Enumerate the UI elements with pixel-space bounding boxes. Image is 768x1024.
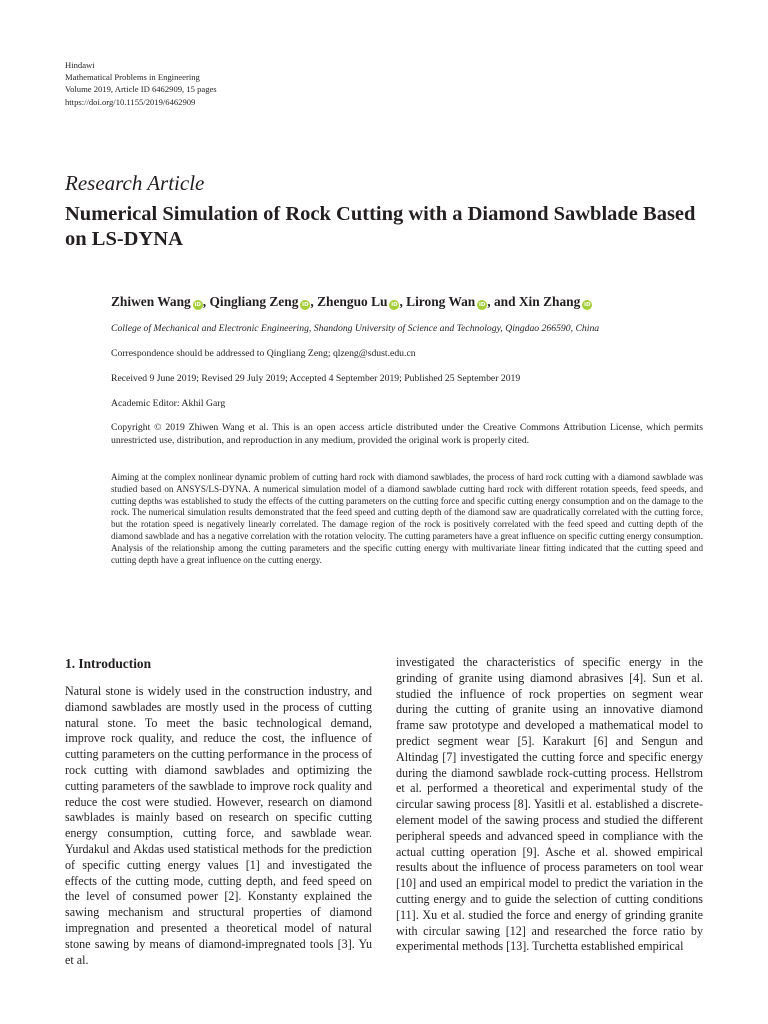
journal-name: Mathematical Problems in Engineering [65, 72, 200, 83]
author-name[interactable]: Zhiwen Wang [111, 294, 191, 309]
publication-dates: Received 9 June 2019; Revised 29 July 2019; Accepted 4 September 2019; Published 25 September 2019 [111, 373, 521, 384]
author-separator: , [202, 294, 210, 309]
body-text-left-column: Natural stone is widely used in the construction industry, and diamond sawblades are mostly used in the process of cutting natural stone. To meet the basic technological demand, improve rock quality, and reduce the cost, the influence of cutting parameters on the cutting performance in the process of rock cutting with diamond sawblades and optimizing the cutting parameters of the sawblade to improve rock quality and reduce the cost were studied. However, research on diamond sawblades is mainly based on research on specific cutting energy consumption, cutting force, and sawblade wear. Yurdakul and Akdas used statistical methods for the prediction of specific cutting energy values [1] and investigated the effects of the cutting mode, cutting depth, and feed speed on the level of consumed power [2]. Konstanty explained the sawing mechanism and structural properties of diamond impregnation and presented a theoretical model of natural stone sawing by means of diamond-impregnated tools [3]. Yu et al. [65, 684, 372, 967]
author-name[interactable]: Qingliang Zeng [209, 294, 299, 309]
author-list [111, 293, 592, 311]
author-separator: , [310, 294, 318, 309]
article-title: Numerical Simulation of Rock Cutting with a Diamond Sawblade Based on LS-DYNA [65, 203, 696, 250]
body-text-right-column: investigated the characteristics of specific energy in the grinding of granite using diamond abrasives [4]. Sun et al. studied the influence of rock properties on segment wear during the cutting of granite using an innovative diamond frame saw prototype and developed a mathematical model to predict segment wear [5]. Karakurt [6] and Sengun and Altindag [7] investigated the cutting force and specific energy during the diamond sawblade rock-cutting process. Hellstrom et al. performed a theoretical and experimental study of the circular sawing process [8]. Yasitli et al. established a discrete-element model of the sawing process and studied the different peripheral speeds and advanced speed in compliance with the actual cutting operation [9]. Asche et al. showed empirical results about the influence of process parameters on tool wear [10] and used an empirical model to predict the variation in the cutting energy and to guide the selection of cutting conditions [11]. Xu et al. studied the force and energy of grinding granite with circular sawing [12] and researched the force ratio by experimental methods [13]. Turchetta established empirical [396, 655, 703, 954]
orcid-icon[interactable]: iD [391, 302, 398, 308]
orcid-icon[interactable]: iD [194, 302, 201, 308]
academic-editor: Academic Editor: Akhil Garg [111, 398, 226, 409]
copyright-notice: Copyright © 2019 Zhiwen Wang et al. This is an open access article distributed under the Creative Commons Attribution License, which permits unrestricted use, distribution, and reproduction in any medium, provided the original work is properly cited. [111, 422, 703, 446]
orcid-icon[interactable]: iD [479, 302, 486, 308]
article-type: Research Article [65, 171, 205, 195]
doi-link[interactable]: https://doi.org/10.1155/2019/6462909 [65, 96, 196, 107]
correspondence-note: Correspondence should be addressed to Qingliang Zeng; qlzeng@sdust.edu.cn [111, 348, 416, 359]
abstract: Aiming at the complex nonlinear dynamic problem of cutting hard rock with diamond sawblades, the process of hard rock cutting with a diamond sawblade was studied based on ANSYS/LS-DYNA. A numerical simulation model of a diamond sawblade cutting hard rock with different rotation speeds, feed speeds, and cutting depths was established to study the effects of the cutting parameters on the cutting force and specific cutting energy consumption and on the damage to the rock. The numerical simulation results demonstrated that the feed speed and cutting depth of the diamond saw are quadratically correlated with the cutting force, but the rotation speed is negatively linearly correlated. The damage region of the rock is positively correlated with the feed speed and cutting depth of the diamond sawblade and has a negative correlation with the rotation velocity. The cutting parameters have a great influence on specific cutting energy consumption. Analysis of the relationship among the cutting parameters and the specific cutting energy with multivariate linear fitting indicated that the cutting speed and cutting depth have a great influence on the cutting energy. [111, 472, 703, 565]
author-name[interactable]: Zhenguo Lu [317, 294, 388, 309]
author-name[interactable]: Lirong Wan [406, 294, 476, 309]
affiliation: College of Mechanical and Electronic Engineering, Shandong University of Science and Technology, Qingdao 266590, China [111, 323, 600, 334]
publisher-name: Hindawi [65, 60, 95, 70]
author-separator: , [399, 294, 407, 309]
orcid-icon[interactable]: iD [302, 302, 309, 308]
orcid-icon[interactable]: iD [584, 302, 591, 308]
journal-header [65, 59, 217, 108]
author-separator: , and [487, 294, 519, 309]
author-name[interactable]: Xin Zhang [518, 294, 581, 309]
volume-info: Volume 2019, Article ID 6462909, 15 pages [65, 84, 217, 95]
section-heading-introduction: 1. Introduction [65, 656, 152, 671]
